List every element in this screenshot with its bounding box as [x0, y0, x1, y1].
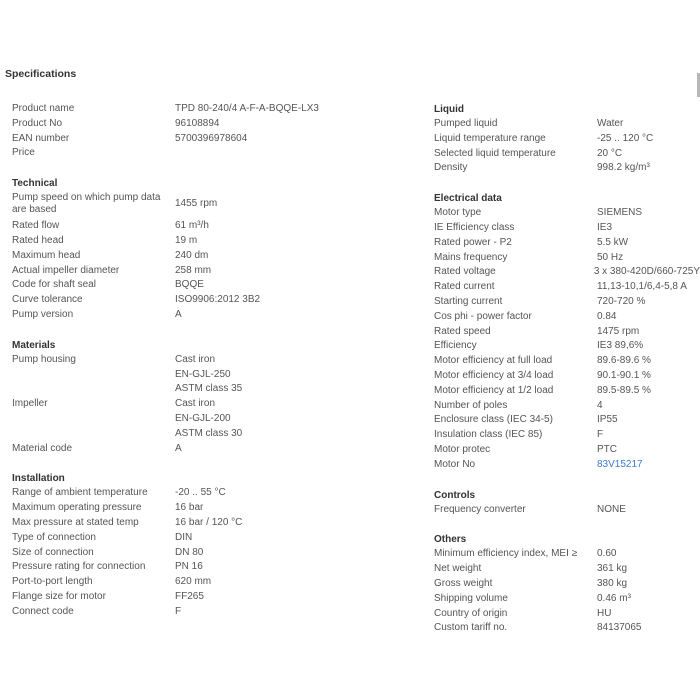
- spec-label: Motor No: [434, 458, 476, 470]
- section-title: Materials: [12, 339, 56, 351]
- spec-value: 998.2 kg/m³: [597, 162, 650, 174]
- spec-values: [597, 339, 643, 354]
- spec-label: Rated power - P2: [434, 236, 512, 248]
- spec-value: 84137065: [597, 622, 642, 634]
- spec-value: PN 16: [175, 561, 203, 573]
- spec-row-efficiency: [434, 339, 700, 354]
- spec-values: [175, 293, 260, 308]
- spec-value: 0.46 m³: [597, 592, 631, 604]
- section-spacer: [12, 456, 412, 471]
- spec-values: [597, 503, 626, 518]
- spec-row-gross-weight: [434, 577, 700, 592]
- spec-value: 0.60: [597, 548, 617, 560]
- spec-value: PTC: [597, 443, 617, 455]
- spec-values: [597, 384, 651, 399]
- spec-values: [597, 280, 687, 295]
- spec-value: NONE: [597, 503, 626, 515]
- spec-values: [597, 295, 645, 310]
- spec-row-starting-current: [434, 295, 700, 310]
- spec-row-flange-size-for-motor: [12, 590, 412, 605]
- spec-value: TPD 80-240/4 A-F-A-BQQE-LX3: [175, 103, 319, 114]
- spec-row-net-weight: [434, 562, 700, 577]
- specs-left-column: [12, 102, 412, 620]
- spec-label: Price: [12, 147, 35, 159]
- spec-row-product-no: [12, 117, 412, 132]
- spec-label: Pumped liquid: [434, 118, 498, 129]
- section-spacer: [434, 517, 700, 532]
- spec-label: Pump version: [12, 308, 74, 320]
- spec-value: 20 °C: [597, 147, 623, 159]
- spec-row-max-pressure-at-stated-temp: [12, 516, 412, 531]
- spec-label: Minimum efficiency index, MEI ≥: [434, 548, 578, 560]
- spec-value: -25 .. 120 °C: [597, 132, 654, 144]
- spec-label: Density: [434, 162, 468, 174]
- spec-row-motor-efficiency-at-1-2-load: [434, 384, 700, 399]
- spec-label: Number of poles: [434, 399, 508, 411]
- section-title: Liquid: [434, 104, 464, 115]
- spec-values: [597, 147, 622, 162]
- spec-label: IE Efficiency class: [434, 221, 515, 233]
- spec-label: Flange size for motor: [12, 590, 106, 602]
- spec-label: Custom tariff no.: [434, 622, 508, 634]
- spec-label: Maximum head: [12, 249, 81, 261]
- spec-row-density: [434, 161, 700, 176]
- spec-value: BQQE: [175, 279, 204, 291]
- spec-row-custom-tariff-no: [434, 621, 700, 636]
- spec-values: [175, 590, 204, 605]
- spec-values: [597, 458, 643, 473]
- spec-label: Frequency converter: [434, 503, 526, 515]
- spec-row-selected-liquid-temperature: [434, 147, 700, 162]
- spec-value: 380 kg: [597, 577, 628, 589]
- section-spacer: [12, 161, 412, 176]
- spec-value: 240 dm: [175, 249, 209, 261]
- spec-values: [175, 516, 242, 531]
- spec-row-code-for-shaft-seal: [12, 278, 412, 293]
- spec-value: EN-GJL-200: [175, 412, 231, 424]
- spec-values: [597, 325, 639, 340]
- spec-label: Motor efficiency at 1/2 load: [434, 384, 554, 396]
- spec-label: Shipping volume: [434, 592, 508, 604]
- spec-values: [175, 249, 208, 264]
- spec-label: Max pressure at stated temp: [12, 516, 139, 528]
- spec-values: [175, 486, 226, 501]
- spec-label: Material code: [12, 442, 73, 454]
- section-title: Installation: [12, 473, 65, 485]
- spec-label: Mains frequency: [434, 251, 508, 263]
- spec-values: [597, 161, 650, 176]
- spec-value: IE3 89,6%: [597, 340, 644, 352]
- spec-row-range-of-ambient-temperature: [12, 486, 412, 501]
- spec-value: 61 m³/h: [175, 220, 209, 232]
- specs-right-column: [434, 102, 700, 636]
- spec-value: Cast iron: [175, 398, 216, 410]
- spec-row-actual-impeller-diameter: [12, 264, 412, 279]
- spec-value: 0.84: [597, 310, 617, 322]
- spec-label: Product name: [12, 103, 75, 114]
- spec-values: [175, 575, 211, 590]
- spec-value: DN 80: [175, 546, 204, 558]
- spec-value: 16 bar: [175, 502, 204, 514]
- spec-row-rated-head: [12, 234, 412, 249]
- spec-value: 1455 rpm: [175, 197, 218, 209]
- spec-label: Motor efficiency at 3/4 load: [434, 369, 554, 381]
- spec-label: Motor type: [434, 207, 482, 219]
- spec-label: Pump housing: [12, 353, 76, 365]
- spec-values: [597, 206, 642, 221]
- spec-label: Type of connection: [12, 531, 96, 543]
- spec-label: Curve tolerance: [12, 294, 83, 306]
- spec-row-enclosure-class-iec-34-5: [434, 413, 700, 428]
- spec-row-mains-frequency: [434, 251, 700, 266]
- spec-label: Impeller: [12, 398, 48, 410]
- section-title: Electrical data: [434, 193, 502, 205]
- spec-values: [597, 354, 651, 369]
- spec-row-liquid-temperature-range: [434, 132, 700, 147]
- section-liquid: [434, 102, 700, 176]
- spec-row-frequency-converter: [434, 503, 700, 518]
- spec-values: [597, 251, 623, 266]
- spec-values: [175, 234, 197, 249]
- spec-label: Insulation class (IEC 85): [434, 429, 543, 441]
- spec-row-material-code: [12, 442, 412, 457]
- spec-label: Motor protec: [434, 443, 491, 455]
- spec-value: F: [597, 429, 604, 441]
- section-spacer: [12, 323, 412, 338]
- spec-row-cos-phi-power-factor: [434, 310, 700, 325]
- spec-values: [175, 191, 217, 217]
- spec-row-rated-voltage: [434, 265, 700, 280]
- spec-value: SIEMENS: [597, 207, 643, 219]
- spec-values: [597, 221, 612, 236]
- spec-value: 16 bar / 120 °C: [175, 516, 243, 528]
- section-title: Controls: [434, 489, 476, 501]
- spec-value: 720-720 %: [597, 295, 646, 307]
- spec-label: Rated voltage: [434, 266, 496, 278]
- spec-row-maximum-operating-pressure: [12, 501, 412, 516]
- spec-values: [597, 132, 653, 147]
- spec-label: Pressure rating for connection: [12, 561, 146, 573]
- spec-values: [597, 236, 628, 251]
- spec-value: HU: [597, 607, 612, 619]
- spec-label: Port-to-port length: [12, 576, 93, 588]
- spec-value: DIN: [175, 531, 193, 543]
- spec-label: Net weight: [434, 563, 482, 575]
- spec-row-rated-current: [434, 280, 700, 295]
- spec-label: Product No: [12, 117, 63, 129]
- spec-row-rated-flow: [12, 219, 412, 234]
- spec-row-insulation-class-iec-85: [434, 428, 700, 443]
- spec-value: IE3: [597, 221, 613, 233]
- spec-row-rated-speed: [434, 325, 700, 340]
- spec-value: ASTM class 35: [175, 383, 243, 395]
- spec-value: 3 x 380-420D/660-725Y: [593, 266, 700, 278]
- section-electrical-data: [434, 191, 700, 472]
- spec-values: [597, 413, 618, 428]
- spec-label: Connect code: [12, 605, 74, 617]
- spec-label: Code for shaft seal: [12, 279, 96, 291]
- spec-label: Motor efficiency at full load: [434, 355, 553, 367]
- spec-row-pressure-rating-for-connection: [12, 560, 412, 575]
- section-product: [12, 102, 412, 161]
- spec-row-size-of-connection: [12, 546, 412, 561]
- spec-value: 258 mm: [175, 264, 212, 276]
- spec-label: Size of connection: [12, 546, 94, 558]
- spec-label: Cos phi - power factor: [434, 310, 532, 322]
- spec-values: [175, 560, 203, 575]
- spec-values: [597, 443, 617, 458]
- spec-values: [175, 308, 182, 323]
- spec-row-ean-number: [12, 132, 412, 147]
- spec-row-number-of-poles: [434, 399, 700, 414]
- spec-values: [175, 219, 209, 234]
- section-technical: [12, 176, 412, 323]
- spec-row-ie-efficiency-class: [434, 221, 700, 236]
- spec-row-motor-efficiency-at-full-load: [434, 354, 700, 369]
- spec-row-country-of-origin: [434, 607, 700, 622]
- spec-value: 19 m: [175, 234, 198, 246]
- spec-row-type-of-connection: [12, 531, 412, 546]
- section-spacer: [434, 176, 700, 191]
- spec-value: FF265: [175, 590, 204, 602]
- spec-values: [175, 102, 319, 117]
- spec-label: Efficiency: [434, 340, 477, 352]
- spec-label: Selected liquid temperature: [434, 147, 556, 159]
- spec-row-pump-housing: [12, 353, 412, 397]
- spec-row-motor-efficiency-at-3-4-load: [434, 369, 700, 384]
- spec-values: [175, 531, 192, 546]
- spec-row-product-name: [12, 102, 412, 117]
- spec-value: 361 kg: [597, 563, 628, 575]
- spec-label: Rated current: [434, 281, 495, 293]
- section-title: Technical: [12, 178, 58, 190]
- spec-value: 11,13-10,1/6,4-5,8 A: [597, 281, 687, 293]
- spec-label: Pump speed on which pump data are based: [12, 192, 161, 216]
- spec-values: [597, 592, 631, 607]
- spec-value: 89.6-89.6 %: [597, 355, 651, 367]
- spec-label: EAN number: [12, 132, 70, 144]
- spec-row-port-to-port-length: [12, 575, 412, 590]
- spec-label: Maximum operating pressure: [12, 502, 142, 514]
- spec-row-pump-version: [12, 308, 412, 323]
- spec-value: -20 .. 55 °C: [175, 487, 226, 499]
- spec-value: EN-GJL-250: [175, 368, 231, 380]
- spec-label: Enclosure class (IEC 34-5): [434, 414, 553, 426]
- spec-values: [597, 117, 623, 132]
- spec-label: Rated speed: [434, 325, 491, 337]
- spec-values: [175, 278, 204, 293]
- spec-row-curve-tolerance: [12, 293, 412, 308]
- spec-values: [597, 577, 627, 592]
- spec-row-motor-no: [434, 458, 700, 473]
- spec-values: [597, 547, 616, 562]
- spec-values: [175, 353, 242, 397]
- spec-label: Rated flow: [12, 220, 60, 232]
- spec-row-impeller: [12, 397, 412, 441]
- spec-values: [175, 501, 203, 516]
- spec-row-motor-protec: [434, 443, 700, 458]
- spec-values: [175, 605, 181, 620]
- spec-value: F: [175, 605, 182, 617]
- spec-value: IP55: [597, 414, 618, 426]
- spec-value: 50 Hz: [597, 251, 624, 263]
- section-installation: [12, 471, 412, 619]
- spec-row-pump-speed-on-which-pump-data-are-based: [12, 191, 412, 219]
- spec-row-minimum-efficiency-index-mei: [434, 547, 700, 562]
- spec-value: Cast iron: [175, 353, 216, 365]
- spec-label: Range of ambient temperature: [12, 487, 148, 499]
- spec-values: [175, 546, 203, 561]
- spec-row-connect-code: [12, 605, 412, 620]
- spec-values: [597, 399, 603, 414]
- spec-values: [175, 264, 211, 279]
- spec-value: 5700396978604: [175, 132, 248, 144]
- spec-value: ASTM class 30: [175, 427, 243, 439]
- spec-value: A: [175, 308, 182, 320]
- page-title: Specifications: [5, 68, 77, 80]
- spec-values: [175, 442, 182, 457]
- spec-values: [597, 621, 642, 636]
- spec-label: Rated head: [12, 234, 64, 246]
- section-controls: [434, 488, 700, 518]
- spec-row-price: [12, 146, 412, 161]
- spec-value: 1475 rpm: [597, 325, 640, 337]
- spec-values: [175, 132, 247, 147]
- spec-row-maximum-head: [12, 249, 412, 264]
- spec-value: 90.1-90.1 %: [597, 369, 651, 381]
- spec-label: Liquid temperature range: [434, 132, 546, 144]
- spec-label: Country of origin: [434, 607, 508, 619]
- spec-value: 89.5-89.5 %: [597, 384, 651, 396]
- spec-values: [597, 562, 627, 577]
- spec-values: [597, 369, 651, 384]
- spec-row-shipping-volume: [434, 592, 700, 607]
- spec-value: 5.5 kW: [597, 236, 629, 248]
- section-title: Others: [434, 534, 467, 546]
- section-materials: [12, 338, 412, 457]
- spec-values: [597, 607, 611, 622]
- spec-value: 4: [597, 399, 603, 411]
- spec-values: [597, 310, 616, 325]
- spec-values: [175, 117, 220, 132]
- spec-values: [175, 397, 242, 441]
- spec-value-link[interactable]: 83V15217: [597, 458, 643, 470]
- spec-value: 96108894: [175, 117, 220, 129]
- spec-values: [597, 428, 603, 443]
- spec-value: 620 mm: [175, 576, 212, 588]
- spec-row-motor-type: [434, 206, 700, 221]
- spec-value: Water: [597, 118, 624, 129]
- spec-value: ISO9906:2012 3B2: [175, 294, 261, 306]
- spec-label: Starting current: [434, 295, 503, 307]
- section-spacer: [434, 473, 700, 488]
- section-others: [434, 532, 700, 636]
- spec-label: Gross weight: [434, 577, 493, 589]
- spec-row-pumped-liquid: [434, 117, 700, 132]
- spec-values: [594, 265, 700, 280]
- spec-row-rated-power-p2: [434, 236, 700, 251]
- spec-label: Actual impeller diameter: [12, 264, 120, 276]
- spec-value: A: [175, 442, 182, 454]
